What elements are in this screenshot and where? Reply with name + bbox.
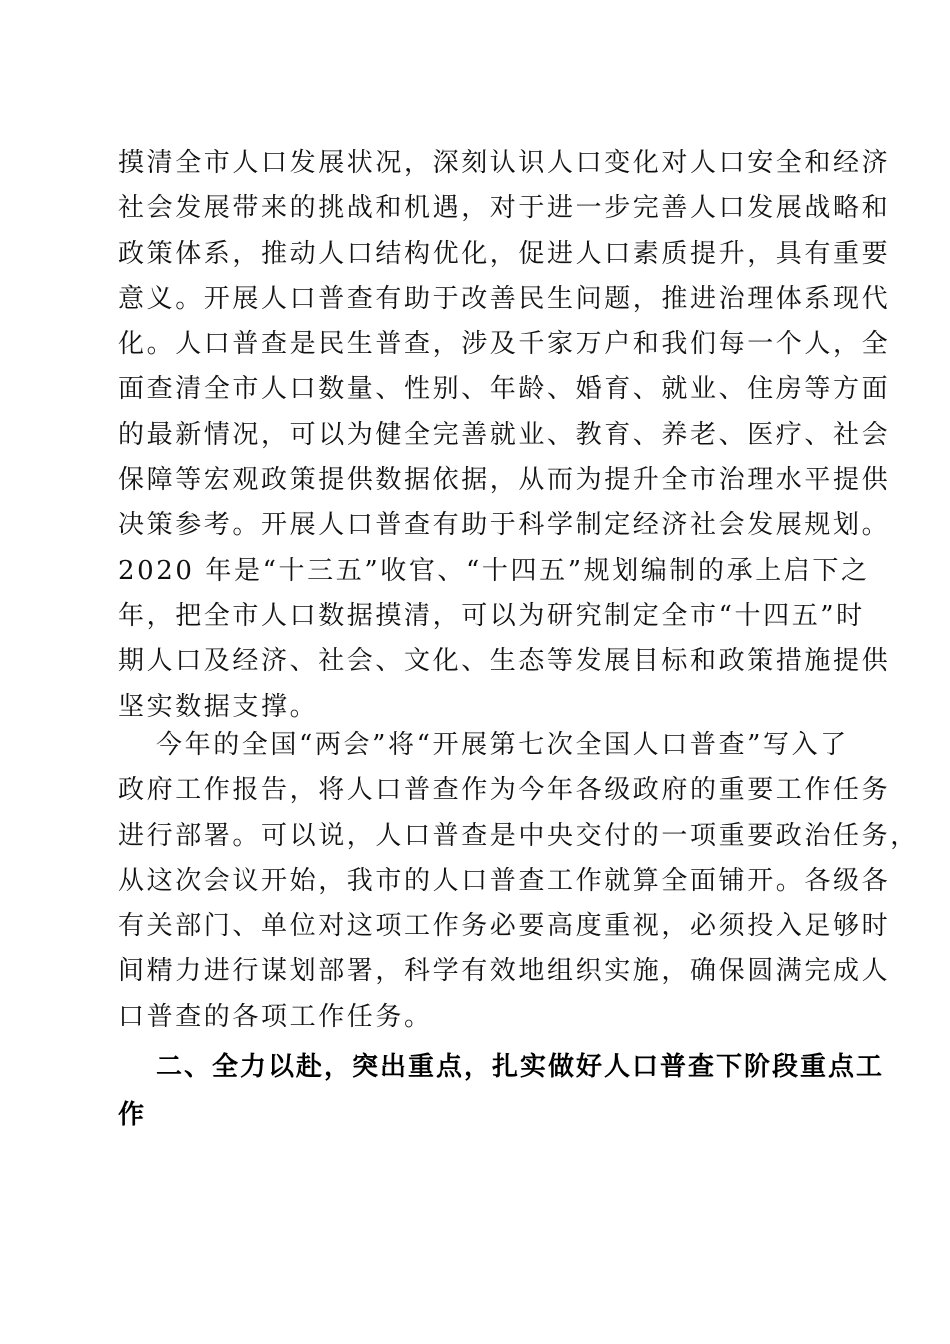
text-line: 2020 年是“十三五”收官、“十四五”规划编制的承上启下之: [118, 555, 870, 586]
text-line: 意义。开展人口普查有助于改善民生问题，推进治理体系现代: [118, 283, 891, 314]
text-line: 期人口及经济、社会、文化、生态等发展目标和政策措施提供: [118, 646, 891, 677]
text-line: 口普查的各项工作任务。: [118, 1001, 433, 1032]
text-line: 政府工作报告，将人口普查作为今年各级政府的重要工作任务: [118, 775, 891, 806]
text-line: 的最新情况，可以为健全完善就业、教育、养老、医疗、社会: [118, 419, 891, 450]
heading-line: 二、全力以赴，突出重点，扎实做好人口普查下阶段重点工: [156, 1052, 885, 1082]
section-heading: [118, 1043, 885, 1139]
text-line: 有关部门、单位对这项工作务必要高度重视，必须投入足够时: [118, 911, 891, 942]
text-line: 决策参考。开展人口普查有助于科学制定经济社会发展规划。: [118, 510, 891, 541]
text-line: 政策体系，推动人口结构优化，促进人口素质提升，具有重要: [118, 238, 891, 269]
text-line: 间精力进行谋划部署，科学有效地组织实施，确保圆满完成人: [118, 956, 891, 987]
text-line: 社会发展带来的挑战和机遇，对于进一步完善人口发展战略和: [118, 193, 891, 224]
text-line: 面查清全市人口数量、性别、年龄、婚育、就业、住房等方面: [118, 374, 891, 405]
text-line: 从这次会议开始，我市的人口普查工作就算全面铺开。各级各: [118, 865, 891, 896]
paragraph-census-significance: [118, 141, 891, 730]
text-line: 进行部署。可以说，人口普查是中央交付的一项重要政治任务，: [118, 820, 919, 851]
text-line: 保障等宏观政策提供数据依据，从而为提升全市治理水平提供: [118, 465, 891, 496]
text-line: 坚实数据支撑。: [118, 691, 319, 722]
text-line: 化。人口普查是民生普查，涉及千家万户和我们每一个人，全: [118, 329, 891, 360]
paragraph-two-sessions: [118, 723, 919, 1040]
text-line: 摸清全市人口发展状况，深刻认识人口变化对人口安全和经济: [118, 148, 891, 178]
text-line: 年，把全市人口数据摸清，可以为研究制定全市“十四五”时: [118, 600, 865, 631]
heading-line: 作: [118, 1100, 147, 1130]
text-line: 今年的全国“两会”将“开展第七次全国人口普查”写入了: [156, 730, 849, 760]
